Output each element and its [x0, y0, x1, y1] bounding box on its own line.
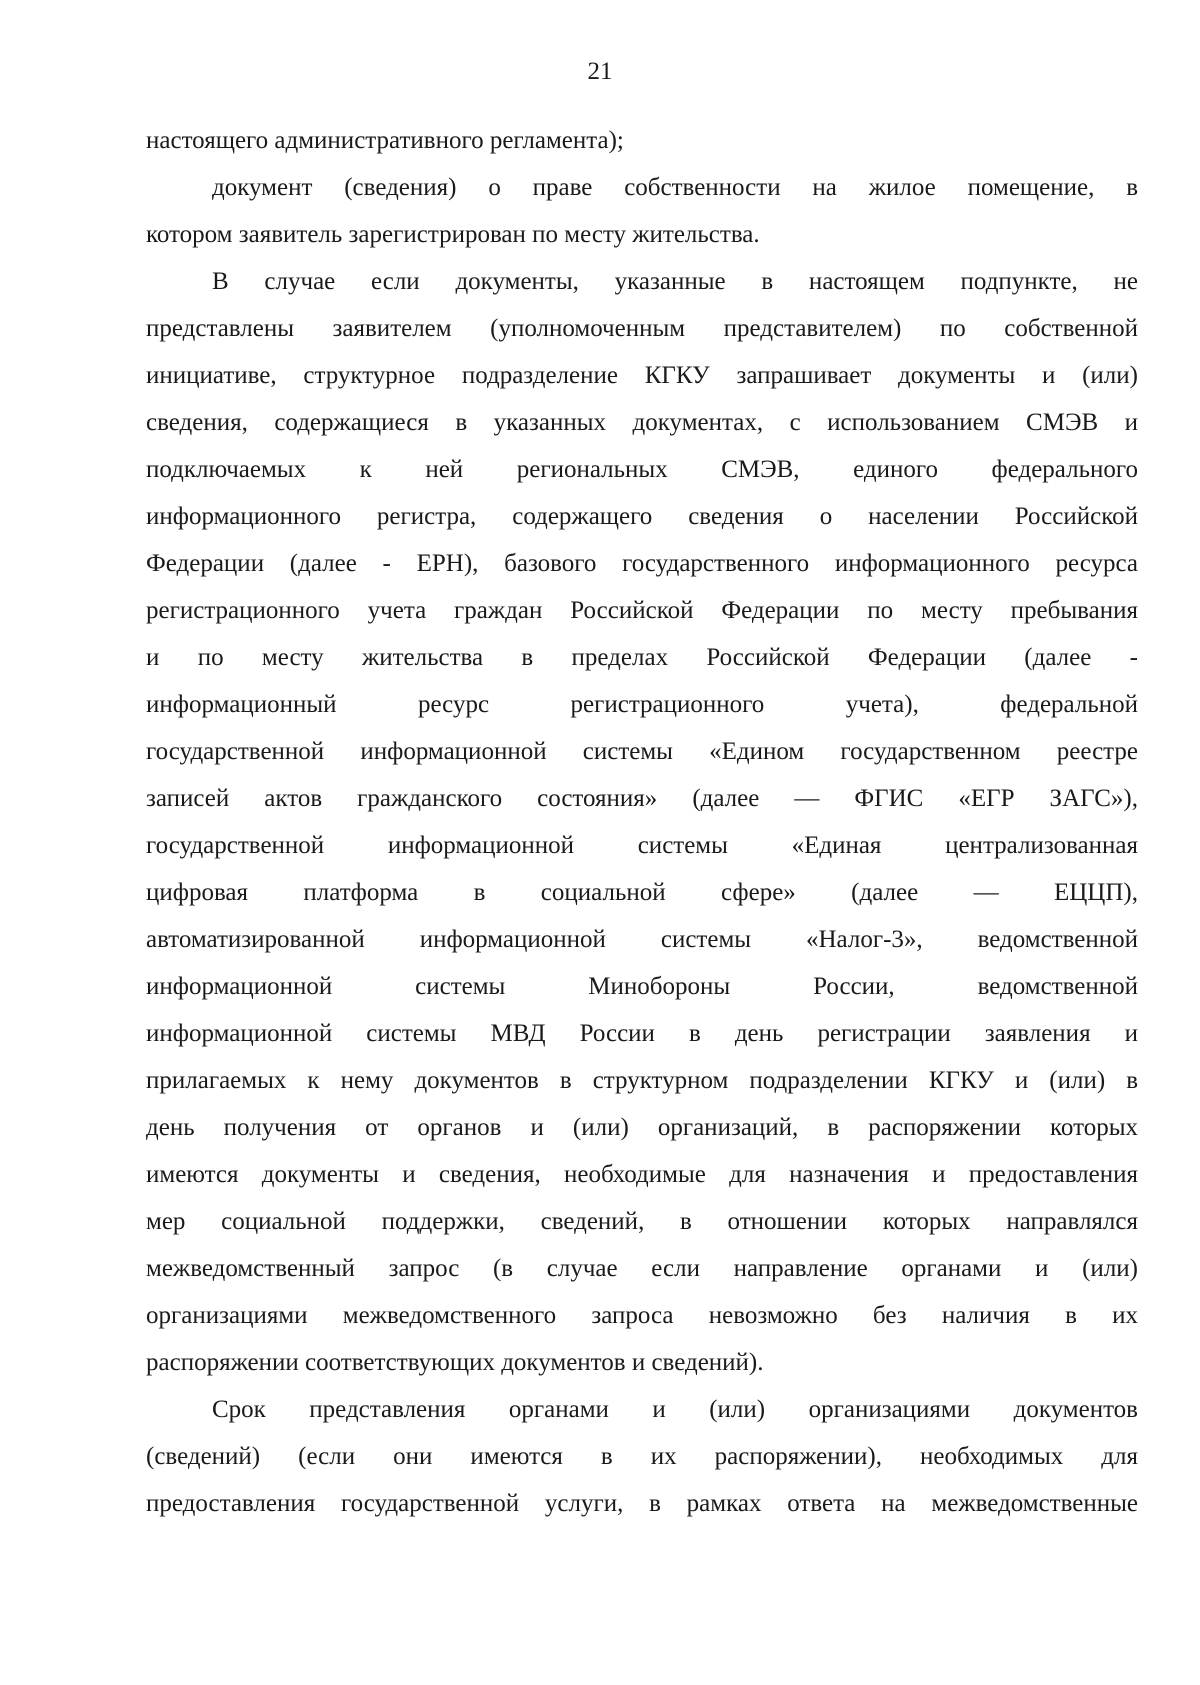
text-line: представлены заявителем (уполномоченным представителем) по собственной: [146, 315, 1138, 342]
text-line: мер социальной поддержки, сведений, в отношении которых направлялся: [146, 1208, 1138, 1235]
text-line: (сведений) (если они имеются в их распоряжении), необходимых для: [146, 1443, 1138, 1470]
text-line: инициативе, структурное подразделение КГКУ запрашивает документы и (или): [146, 362, 1138, 389]
text-line: имеются документы и сведения, необходимые для назначения и предоставления: [146, 1161, 1138, 1188]
page-number: 21: [587, 58, 613, 85]
text-line: информационного регистра, содержащего сведения о населении Российской: [146, 503, 1138, 530]
text-line: государственной информационной системы «Едином государственном реестре: [146, 738, 1138, 765]
text-line: регистрационного учета граждан Российской Федерации по месту пребывания: [146, 597, 1138, 624]
text-line: записей актов гражданского состояния» (далее — ФГИС «ЕГР ЗАГС»),: [146, 785, 1138, 812]
paragraph-first-line: Срок представления органами и (или) организациями документов: [212, 1396, 1138, 1423]
text-line: цифровая платформа в социальной сфере» (далее — ЕЦЦП),: [146, 879, 1138, 906]
text-line: информационный ресурс регистрационного учета), федеральной: [146, 691, 1138, 718]
text-line: день получения от органов и (или) организаций, в распоряжении которых: [146, 1114, 1138, 1141]
text-line: государственной информационной системы «Единая централизованная: [146, 832, 1138, 859]
text-line: распоряжении соответствующих документов и сведений).: [146, 1349, 764, 1376]
text-line: организациями межведомственного запроса невозможно без наличия в их: [146, 1302, 1138, 1329]
text-line: Федерации (далее - ЕРН), базового государственного информационного ресурса: [146, 550, 1138, 577]
text-line: и по месту жительства в пределах Российской Федерации (далее -: [146, 644, 1138, 671]
text-line: котором заявитель зарегистрирован по месту жительства.: [146, 221, 760, 248]
text-line: подключаемых к ней региональных СМЭВ, единого федерального: [146, 456, 1138, 483]
text-line: предоставления государственной услуги, в рамках ответа на межведомственные: [146, 1490, 1138, 1517]
paragraph-first-line: документ (сведения) о праве собственности на жилое помещение, в: [212, 174, 1138, 201]
paragraph-first-line: В случае если документы, указанные в настоящем подпункте, не: [212, 268, 1138, 295]
text-line: информационной системы МВД России в день регистрации заявления и: [146, 1020, 1138, 1047]
text-line: прилагаемых к нему документов в структурном подразделении КГКУ и (или) в: [146, 1067, 1138, 1094]
text-line: сведения, содержащиеся в указанных документах, с использованием СМЭВ и: [146, 409, 1138, 436]
text-line: межведомственный запрос (в случае если направление органами и (или): [146, 1255, 1138, 1282]
document-body: [146, 117, 1138, 1527]
text-line: настоящего административного регламента);: [146, 127, 624, 154]
text-line: автоматизированной информационной системы «Налог-3», ведомственной: [146, 926, 1138, 953]
text-line: информационной системы Минобороны России, ведомственной: [146, 973, 1138, 1000]
